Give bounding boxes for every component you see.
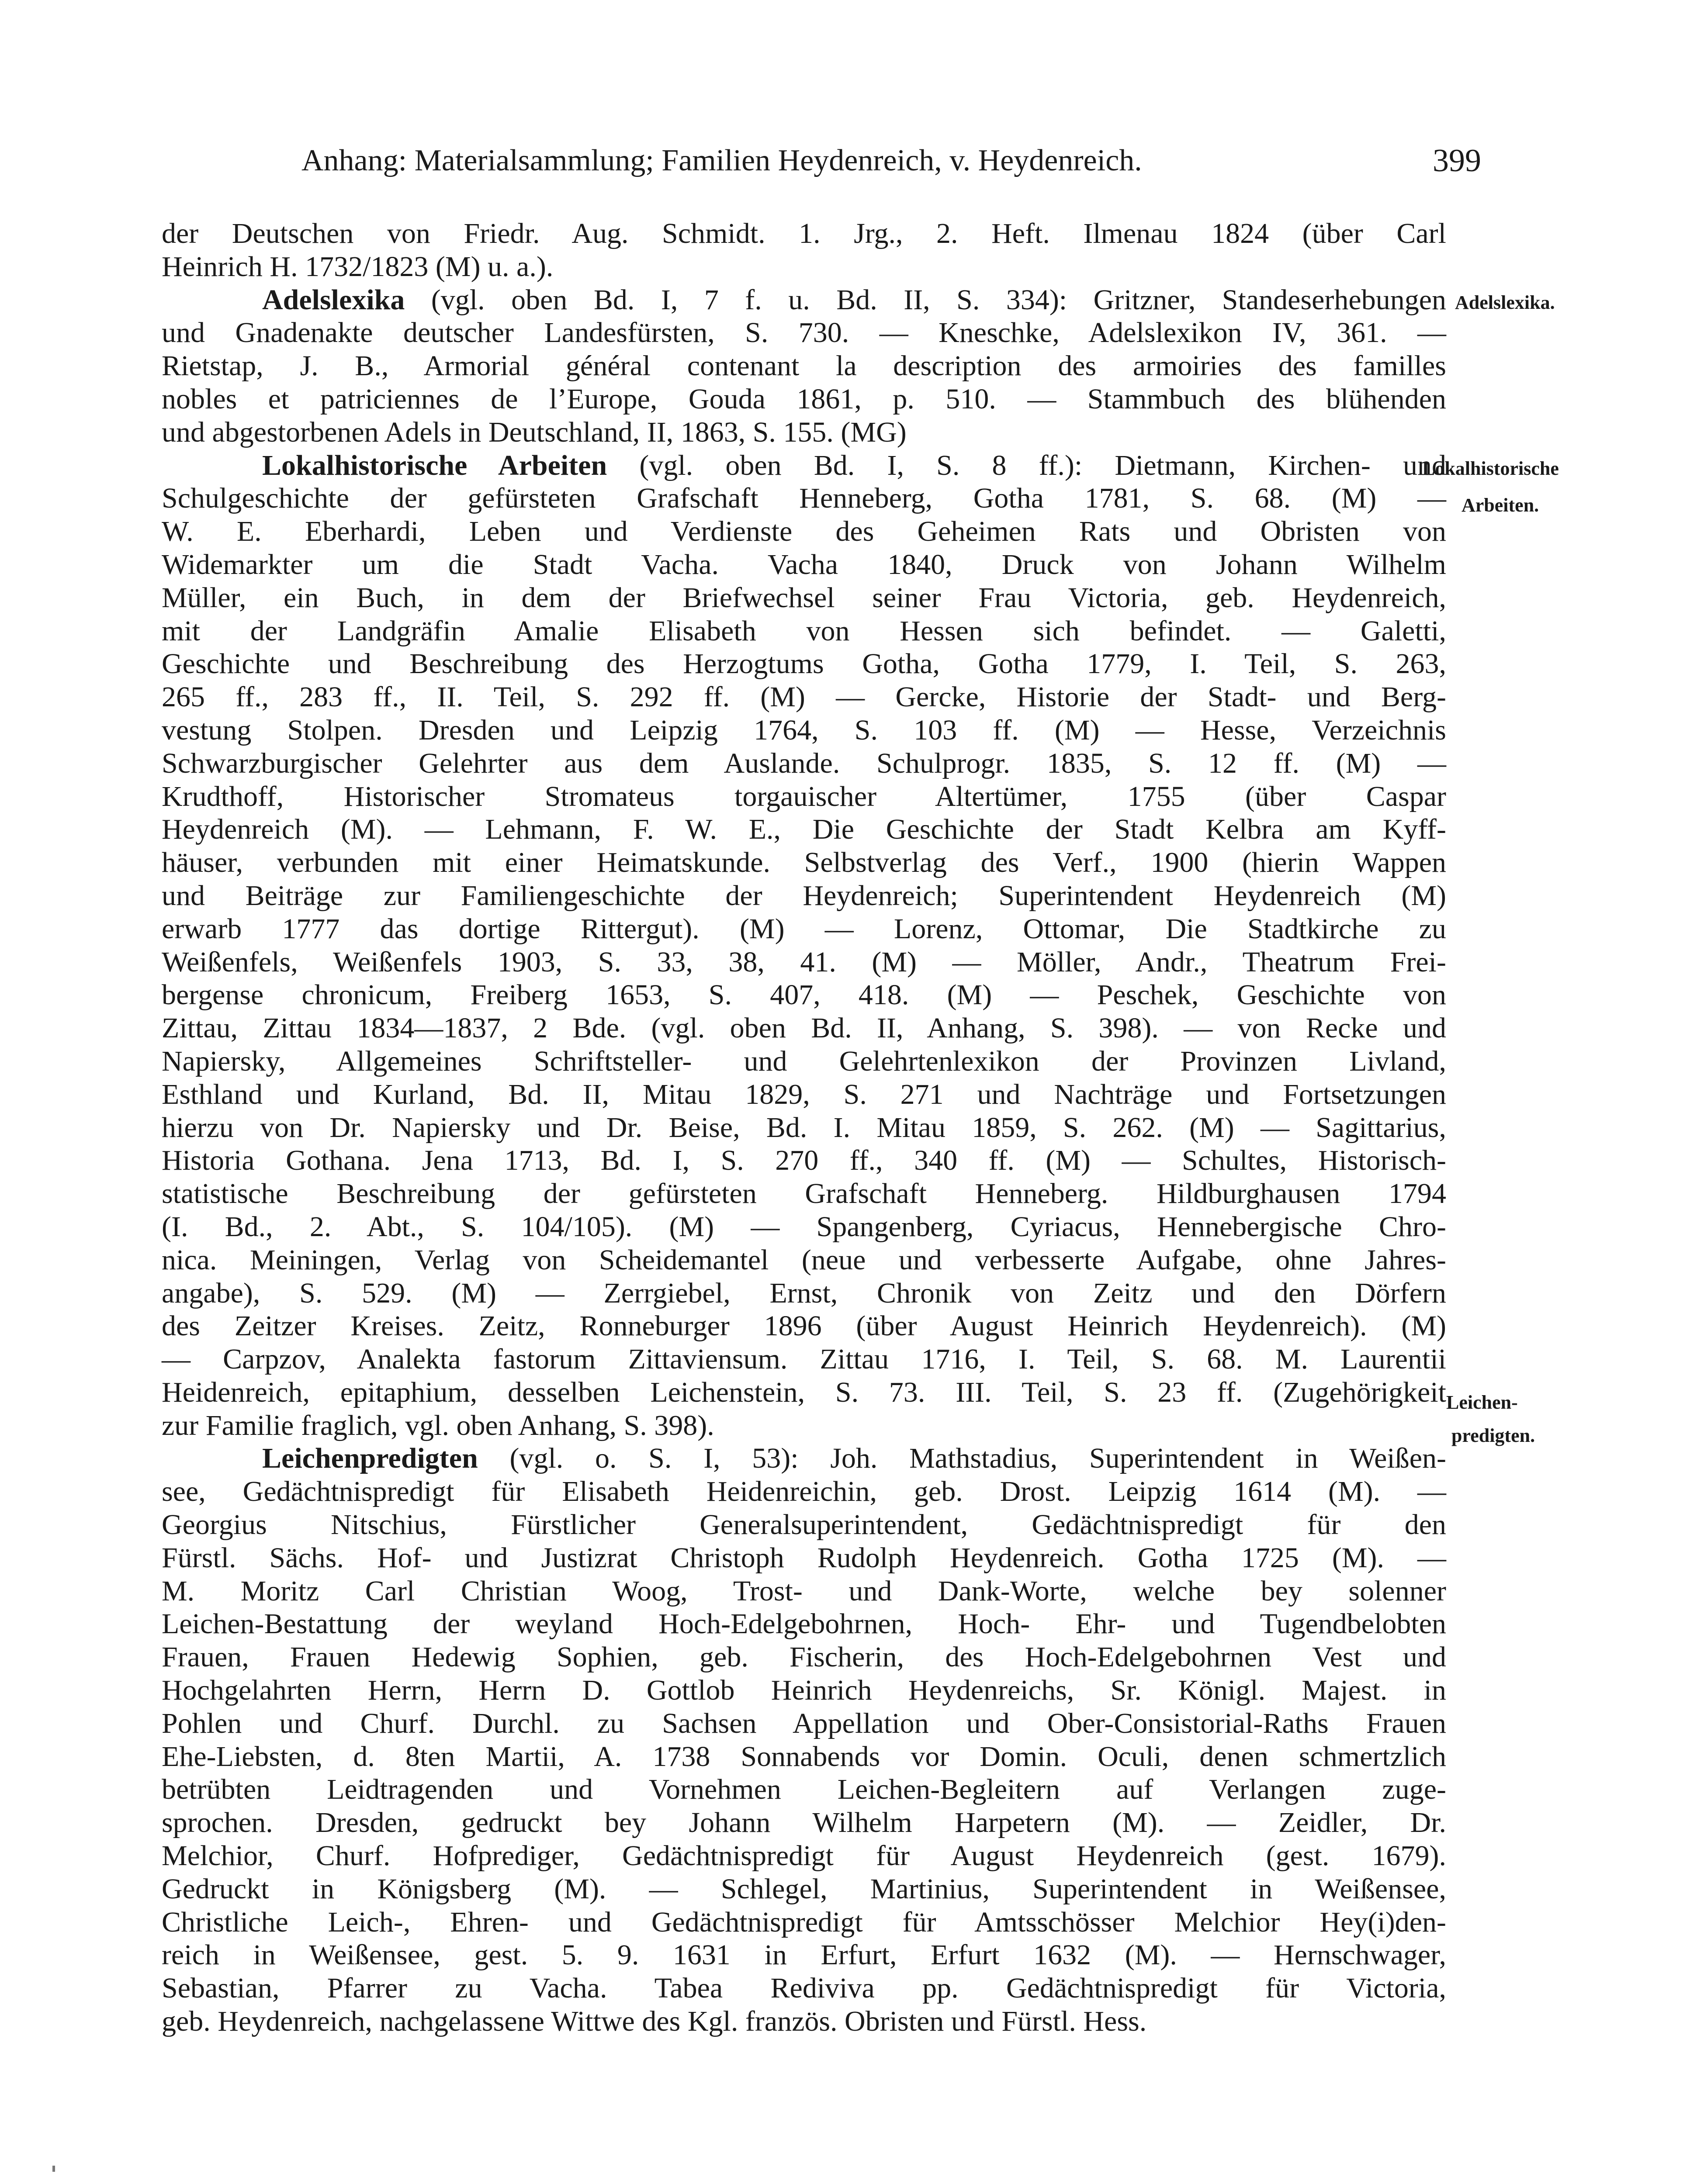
text-line: Schwarzburgischer Gelehrter aus dem Auslande. Schulprogr. 1835, S. 12 ff. (M) — xyxy=(162,747,1446,779)
text-line: der Deutschen von Friedr. Aug. Schmidt. 1. Jrg., 2. Heft. Ilmenau 1824 (über Carl xyxy=(162,218,1446,249)
margin-note-predigten: predigten. xyxy=(1451,1425,1535,1446)
text-line: Gedruckt in Königsberg (M). — Schlegel, Martinius, Superintendent in Weißensee, xyxy=(162,1873,1446,1905)
running-header xyxy=(301,139,1481,187)
text-line: Schulgeschichte der gefürsteten Grafschaft Henneberg, Gotha 1781, S. 68. (M) — xyxy=(162,482,1446,515)
text-line: zur Familie fraglich, vgl. oben Anhang, S. 398). xyxy=(162,1409,714,1441)
text-line: Historia Gothana. Jena 1713, Bd. I, S. 270 ff., 340 ff. (M) — Schultes, Historisch- xyxy=(162,1144,1446,1177)
text-line: nobles et patriciennes de l’Europe, Gouda 1861, p. 510. — Stammbuch des blühenden xyxy=(162,383,1446,415)
margin-note-lokalhistorische: Lokalhistorische xyxy=(1422,458,1559,479)
text-line: vestung Stolpen. Dresden und Leipzig 1764, S. 103 ff. (M) — Hesse, Verzeichnis xyxy=(162,714,1446,746)
text-line: und abgestorbenen Adels in Deutschland, II, 1863, S. 155. (MG) xyxy=(162,416,907,448)
section-heading-line-lokal xyxy=(162,449,1446,482)
body-text xyxy=(162,217,1446,2038)
text-line: Widemarkter um die Stadt Vacha. Vacha 1840, Druck von Johann Wilhelm xyxy=(162,548,1446,581)
margin-note-adelslexika: Adelslexika. xyxy=(1455,292,1555,313)
text-line: Esthland und Kurland, Bd. II, Mitau 1829, S. 271 und Nachträge und Fortsetzungen xyxy=(162,1078,1446,1110)
text-line: see, Gedächtnispredigt für Elisabeth Heidenreichin, geb. Drost. Leipzig 1614 (M). — xyxy=(162,1476,1446,1508)
text-line: Heinrich H. 1732/1823 (M) u. a.). xyxy=(162,250,554,283)
section-heading-leichenpredigten: Leichenpredigten xyxy=(262,1442,478,1475)
text-line: Sebastian, Pfarrer zu Vacha. Tabea Rediviva pp. Gedächtnispredigt für Victoria, xyxy=(162,1972,1446,2004)
text-line: Zittau, Zittau 1834—1837, 2 Bde. (vgl. oben Bd. II, Anhang, S. 398). — von Recke und xyxy=(162,1012,1446,1044)
section-heading-lokalhistorische-arbeiten: Lokalhistorische Arbeiten xyxy=(262,449,607,481)
text-line: hierzu von Dr. Napiersky und Dr. Beise, Bd. I. Mitau 1859, S. 262. (M) — Sagittarius, xyxy=(162,1111,1446,1144)
text-line: statistische Beschreibung der gefürsteten Grafschaft Henneberg. Hildburghausen 1794 xyxy=(162,1178,1446,1210)
text-line: Ehe-Liebsten, d. 8ten Martii, A. 1738 Sonnabends vor Domin. Oculi, denen schmertzlich xyxy=(162,1740,1446,1773)
text-line: betrübten Leidtragenden und Vornehmen Leichen-Begleitern auf Verlangen zuge- xyxy=(162,1773,1446,1806)
text-line: Geschichte und Beschreibung des Herzogtums Gotha, Gotha 1779, I. Teil, S. 263, xyxy=(162,648,1446,680)
section-heading-line-adelslexika xyxy=(162,283,1446,317)
text-line: Krudthoff, Historischer Stromateus torgauischer Altertümer, 1755 (über Caspar xyxy=(162,780,1446,812)
text-line: (I. Bd., 2. Abt., S. 104/105). (M) — Spangenberg, Cyriacus, Hennebergische Chro- xyxy=(162,1210,1446,1243)
text-line: Leichen-Bestattung der weyland Hoch-Edelgebohrnen, Hoch- Ehr- und Tugendbelobten xyxy=(162,1608,1446,1640)
text-line: — Carpzov, Analekta fastorum Zittaviensum. Zittau 1716, I. Teil, S. 68. M. Laurentii xyxy=(162,1343,1446,1375)
scan-speck xyxy=(52,2166,55,2172)
text-line: M. Moritz Carl Christian Woog, Trost- und Dank-Worte, welche bey solenner xyxy=(162,1575,1446,1607)
text-line: sprochen. Dresden, gedruckt bey Johann Wilhelm Harpetern (M). — Zeidler, Dr. xyxy=(162,1807,1446,1839)
text-line: und Gnadenakte deutscher Landesfürsten, S. 730. — Kneschke, Adelslexikon IV, 361. — xyxy=(162,317,1446,349)
margin-note-leichen: Leichen- xyxy=(1446,1392,1518,1413)
text-line: reich in Weißensee, gest. 5. 9. 1631 in Erfurt, Erfurt 1632 (M). — Hernschwager, xyxy=(162,1939,1446,1971)
text-line: Melchior, Churf. Hofprediger, Gedächtnispredigt für August Heydenreich (gest. 1679). xyxy=(162,1840,1446,1872)
text-line: Heidenreich, epitaphium, desselben Leichenstein, S. 73. III. Teil, S. 23 ff. (Zugehörigkeit xyxy=(162,1376,1446,1408)
text-line: W. E. Eberhardi, Leben und Verdienste des Geheimen Rats und Obristen von xyxy=(162,515,1446,548)
text-line: angabe), S. 529. (M) — Zerrgiebel, Ernst, Chronik von Zeitz und den Dörfern xyxy=(162,1277,1446,1309)
section-heading-line-leichen xyxy=(162,1442,1446,1475)
text-line: bergense chronicum, Freiberg 1653, S. 407, 418. (M) — Peschek, Geschichte von xyxy=(162,979,1446,1011)
margin-note-arbeiten: Arbeiten. xyxy=(1461,494,1539,516)
text-line: Rietstap, J. B., Armorial général contenant la description des armoiries des familles xyxy=(162,350,1446,382)
text-line: des Zeitzer Kreises. Zeitz, Ronneburger 1896 (über August Heinrich Heydenreich). (M) xyxy=(162,1310,1446,1342)
text-line: Christliche Leich-, Ehren- und Gedächtnispredigt für Amtsschösser Melchior Hey(i)den- xyxy=(162,1906,1446,1938)
text-line: Frauen, Frauen Hedewig Sophien, geb. Fischerin, des Hoch-Edelgebohrnen Vest und xyxy=(162,1641,1446,1673)
section-heading-rest: (vgl. oben Bd. I, 7 f. u. Bd. II, S. 334): Gritzner, Standeserhebungen xyxy=(405,283,1446,316)
text-line: Heydenreich (M). — Lehmann, F. W. E., Die Geschichte der Stadt Kelbra am Kyff- xyxy=(162,813,1446,846)
page-number: 399 xyxy=(1433,143,1481,179)
text-line: Müller, ein Buch, in dem der Briefwechsel seiner Frau Victoria, geb. Heydenreich, xyxy=(162,581,1446,614)
text-line: 265 ff., 283 ff., II. Teil, S. 292 ff. (M) — Gercke, Historie der Stadt- und Berg- xyxy=(162,681,1446,713)
running-title: Anhang: Materialsammlung; Familien Heydenreich, v. Heydenreich. xyxy=(301,144,1142,177)
text-line: Weißenfels, Weißenfels 1903, S. 33, 38, 41. (M) — Möller, Andr., Theatrum Frei- xyxy=(162,946,1446,978)
text-line: erwarb 1777 das dortige Rittergut). (M) — Lorenz, Ottomar, Die Stadtkirche zu xyxy=(162,912,1446,945)
text-line: häuser, verbunden mit einer Heimatskunde. Selbstverlag des Verf., 1900 (hierin Wappen xyxy=(162,847,1446,879)
text-line: Georgius Nitschius, Fürstlicher Generalsuperintendent, Gedächtnispredigt für den xyxy=(162,1509,1446,1541)
text-line: geb. Heydenreich, nachgelassene Wittwe des Kgl. französ. Obristen und Fürstl. Hess. xyxy=(162,2005,1147,2038)
text-line: und Beiträge zur Familiengeschichte der Heydenreich; Superintendent Heydenreich (M) xyxy=(162,879,1446,912)
text-line: nica. Meiningen, Verlag von Scheidemantel (neue und verbesserte Aufgabe, ohne Jahres- xyxy=(162,1244,1446,1276)
text-line: mit der Landgräfin Amalie Elisabeth von Hessen sich befindet. — Galetti, xyxy=(162,615,1446,647)
section-heading-rest: (vgl. o. S. I, 53): Joh. Mathstadius, Superintendent in Weißen- xyxy=(478,1442,1446,1475)
section-heading-adelslexika: Adelslexika xyxy=(262,283,405,316)
text-line: Fürstl. Sächs. Hof- und Justizrat Christoph Rudolph Heydenreich. Gotha 1725 (M). — xyxy=(162,1541,1446,1574)
text-line: Hochgelahrten Herrn, Herrn D. Gottlob Heinrich Heydenreichs, Sr. Königl. Majest. in xyxy=(162,1674,1446,1707)
text-line: Pohlen und Churf. Durchl. zu Sachsen Appellation und Ober-Consistorial-Raths Frauen xyxy=(162,1707,1446,1739)
section-heading-rest: (vgl. oben Bd. I, S. 8 ff.): Dietmann, Kirchen- und xyxy=(607,449,1447,481)
text-line: Napiersky, Allgemeines Schriftsteller- und Gelehrtenlexikon der Provinzen Livland, xyxy=(162,1045,1446,1077)
